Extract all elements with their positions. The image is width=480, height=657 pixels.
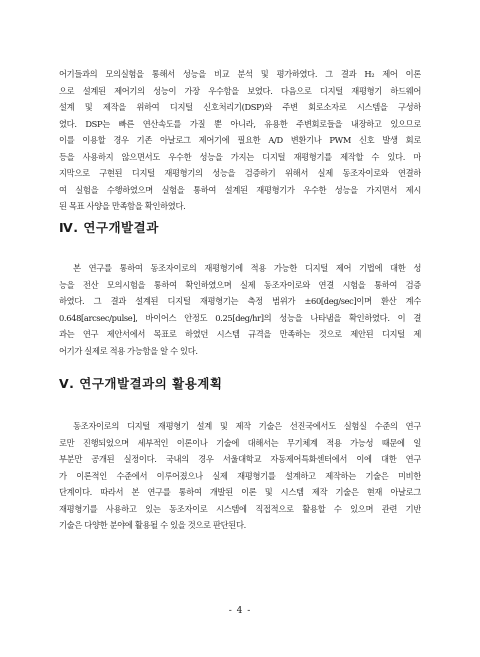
text-line: 어기들과의 모의실험을 통해서 성능을 비교 분석 및 평가하였다. 그 결과 H₂ 제어 이론 xyxy=(59,69,421,79)
text-line: 0.648[arcsec/pulse], 바이어스 안정도 0.25[deg/hr]의 성능을 나타냄을 확인하였다. 이 결 xyxy=(59,312,421,323)
text-line: 기술은 다양한 분야에 활용될 수 있을 것으로 판단된다. xyxy=(59,520,246,530)
text-line: 여 실험을 수행하였으며 실험을 통하여 설계된 재평형기가 우수한 성능을 가지면서 제시 xyxy=(59,184,421,195)
text-line: 된 목표 사양을 만족함을 확인하였다. xyxy=(59,201,186,211)
text-line: 가 이론적인 수준에서 이루어졌으나 실제 재평형기를 설계하고 제작하는 기술은 미비한 xyxy=(59,470,421,481)
text-line: 과는 연구 제안서에서 목표로 하였던 시스템 규격을 만족하는 것으로 제안된 디지털 제 xyxy=(59,329,421,339)
section-5-heading: Ⅴ. 연구개발결과의 활용계획 xyxy=(59,376,223,391)
text-line: 지막으로 구현된 디지털 재평형기의 성능을 검증하기 위해서 실제 동조자이로와 연결하 xyxy=(59,168,421,178)
text-line: 단계이다. 따라서 본 연구를 통하여 개발된 이론 및 시스템 제작 기술은 현재 아날로그 xyxy=(59,487,421,497)
text-line: 본 연구를 통하여 동조자이로의 재평형기에 적용 가능한 디지털 제어 기법에 대한 성 xyxy=(73,263,421,273)
text-line: 이를 이용할 경우 기존 아날로그 제어기에 필요한 A/D 변환기나 PWM 신호 발생 회로 xyxy=(59,135,421,145)
text-line: 설계 및 제작을 위하여 디지털 신호처리기(DSP)와 주변 회로소자로 시스템을 구성하 xyxy=(59,102,421,112)
text-line: 부분만 공개된 실정이다. 국내의 경우 서울대학교 자동제어특화센터에서 이에 대한 연구 xyxy=(59,454,421,464)
text-line: 재평형기를 사용하고 있는 동조자이로 시스템에 직접적으로 활용할 수 있으며 관련 기반 xyxy=(59,503,421,514)
text-line: 로만 진행되었으며 세부적인 이론이나 기술에 대해서는 무기체계 적용 가능성 때문에 일 xyxy=(59,437,421,448)
intro-paragraph xyxy=(59,66,421,215)
section-4-heading: Ⅳ. 연구개발결과 xyxy=(59,220,159,235)
text-line: 하였다. 그 결과 설계된 디지털 재평형기는 측정 범위가 ±60[deg/sec]이며 환산 계수 xyxy=(59,296,421,306)
text-line: 등을 사용하지 않으면서도 우수한 성능을 가지는 디지털 재평형기를 제작할 수 있다. 마 xyxy=(59,151,421,162)
text-line: 동조자이로의 디지털 재평형기 설계 및 제작 기술은 선진국에서도 실험실 수준의 연구 xyxy=(73,421,421,431)
section-4-paragraph xyxy=(59,260,421,359)
text-line: 였다. DSP는 빠른 연산속도를 가질 뿐 아니라, 유용한 주변회로들을 내장하고 있으므로 xyxy=(59,118,421,129)
page-number: - 4 - xyxy=(228,606,252,616)
text-line: 능을 전산 모의시험을 통하여 확인하였으며 실제 동조자이로와 연결 시험을 통하여 검증 xyxy=(59,279,421,290)
text-line: 어기가 실제로 적용 가능함을 알 수 있다. xyxy=(59,345,198,356)
section-5-paragraph xyxy=(59,418,421,534)
text-line: 으로 설계된 제어기의 성능이 가장 우수함을 보였다. 다음으로 디지털 재평형기 하드웨어 xyxy=(59,85,421,96)
